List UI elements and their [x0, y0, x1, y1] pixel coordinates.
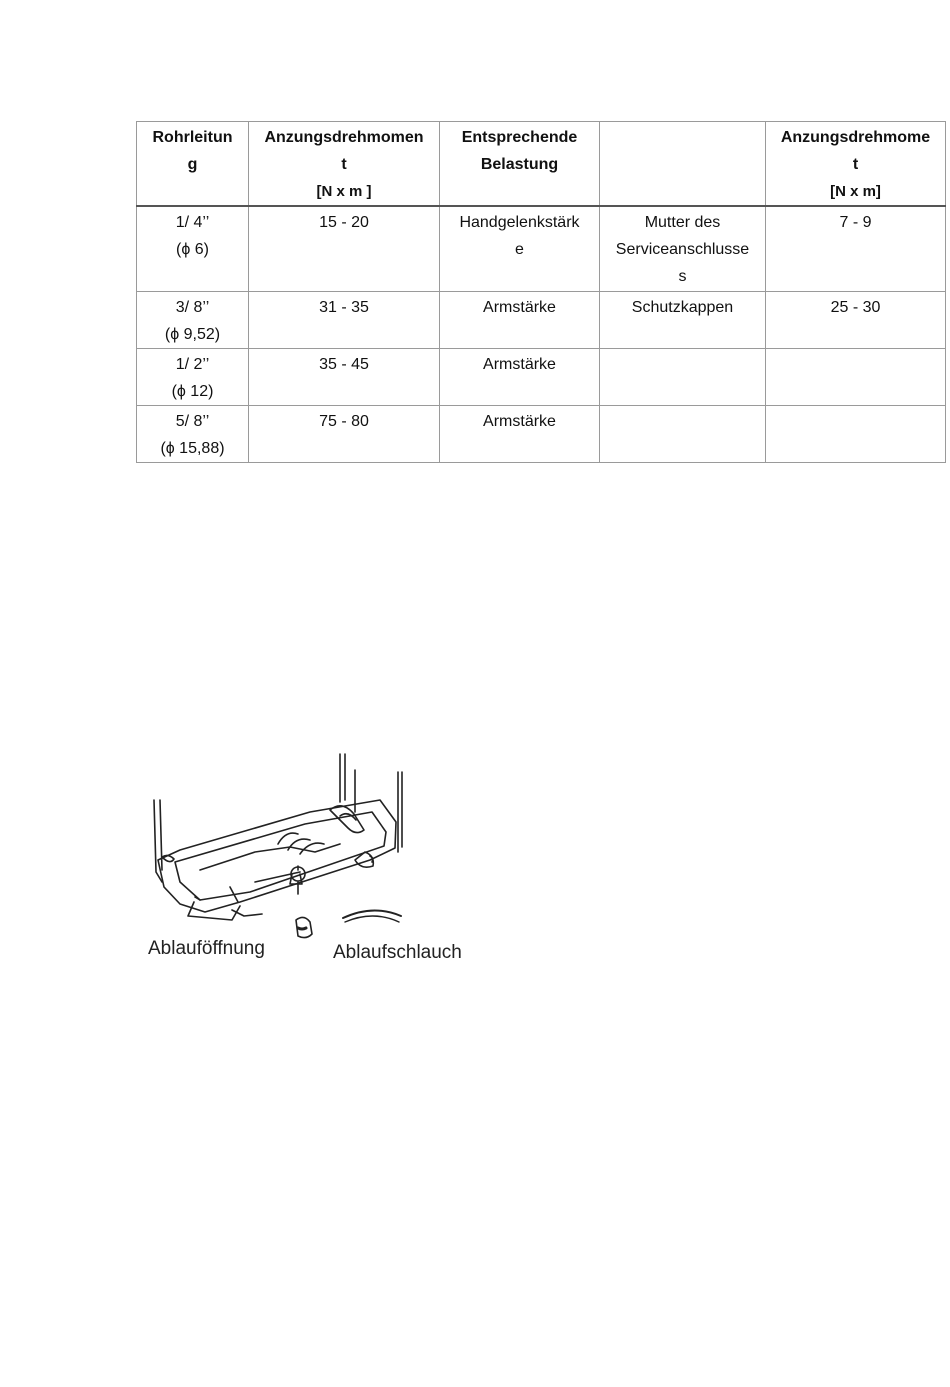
cell-torque: 75 - 80 — [249, 406, 440, 463]
cell-load: Armstärke — [440, 292, 600, 349]
cell-part — [600, 349, 766, 406]
label-drain-opening: Ablauföffnung — [148, 938, 265, 959]
header-part — [600, 122, 766, 207]
cell-torque-2 — [766, 406, 946, 463]
header-torque-2: Anzungsdrehmome t [N x m] — [766, 122, 946, 207]
cell-pipe: 3/ 8’’ (ϕ 9,52) — [137, 292, 249, 349]
label-drain-hose: Ablaufschlauch — [333, 942, 462, 963]
header-torque-unit: [N x m ] — [316, 183, 372, 200]
cell-part: Schutzkappen — [600, 292, 766, 349]
header-pipe: Rohrleitun g — [137, 122, 249, 207]
torque-table — [136, 121, 946, 463]
drain-figure — [140, 752, 470, 972]
cell-torque-2: 7 - 9 — [766, 206, 946, 292]
table-row — [137, 206, 946, 292]
cell-pipe: 1/ 2’’ (ϕ 12) — [137, 349, 249, 406]
cell-part — [600, 406, 766, 463]
table-header-row — [137, 122, 946, 207]
cell-torque: 15 - 20 — [249, 206, 440, 292]
cell-part: Mutter des Serviceanschlusse s — [600, 206, 766, 292]
cell-pipe: 5/ 8’’ (ϕ 15,88) — [137, 406, 249, 463]
cell-load: Handgelenkstärk e — [440, 206, 600, 292]
header-load: Entsprechende Belastung — [440, 122, 600, 207]
table-row — [137, 406, 946, 463]
table-row — [137, 292, 946, 349]
header-torque: Anzungsdrehmomen t [N x m ] — [249, 122, 440, 207]
cell-torque-2: 25 - 30 — [766, 292, 946, 349]
cell-pipe: 1/ 4’’ (ϕ 6) — [137, 206, 249, 292]
cell-torque: 35 - 45 — [249, 349, 440, 406]
table-row — [137, 349, 946, 406]
cell-torque-2 — [766, 349, 946, 406]
cell-load: Armstärke — [440, 406, 600, 463]
cell-torque: 31 - 35 — [249, 292, 440, 349]
cell-load: Armstärke — [440, 349, 600, 406]
header-torque-2-unit: [N x m] — [830, 183, 881, 200]
